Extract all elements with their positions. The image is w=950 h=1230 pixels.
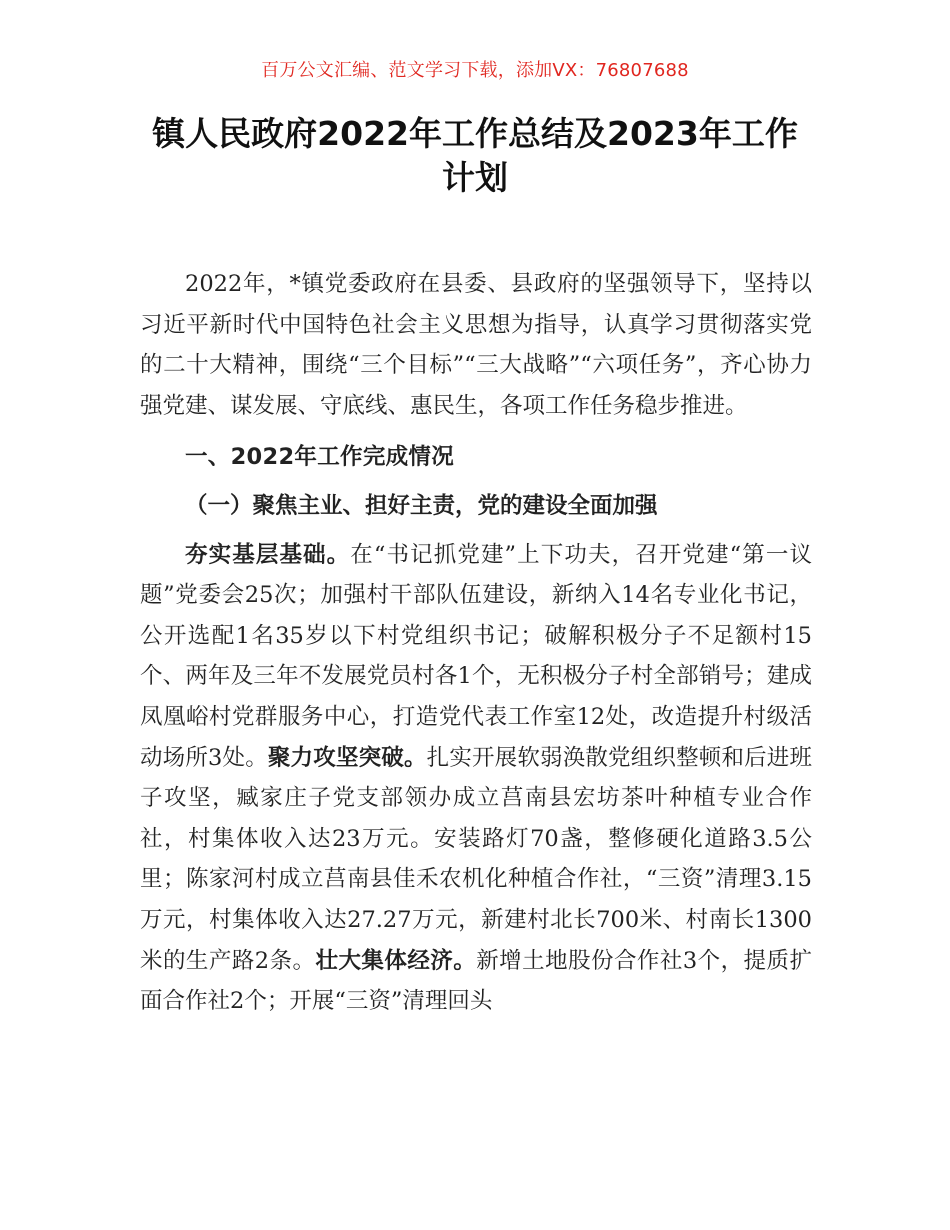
section-heading: 一、2022年工作完成情况 bbox=[185, 444, 455, 471]
foundation-text: 在“书记抓党建”上下功夫，召开党建“第一议题”党委会25次；加强村干部队伍建设，新纳入14名专业化书记，公开选配1名35岁以下村党组织书记；破解积极分子不足额村15个、两年及三年不发展党员村各1个，无积极分子村全部销号；建成凤凰峪村党群服务中心，打造党代表工作室12处，改造提升村级活动场所3处。 bbox=[140, 541, 812, 771]
document-title: 镇人民政府2022年工作总结及2023年工作计划 bbox=[152, 114, 798, 197]
party-building-paragraph bbox=[140, 535, 812, 1022]
document-body bbox=[140, 264, 812, 1022]
intro-paragraph: 2022年，*镇党委政府在县委、县政府的坚强领导下，坚持以习近平新时代中国特色社会主义思想为指导，认真学习贯彻落实党的二十大精神，围绕“三个目标”“三大战略”“六项任务”，齐心协力强党建、谋发展、守底线、惠民生，各项工作任务稳步推进。 bbox=[140, 271, 812, 419]
lead-phrase-breakthrough: 聚力攻坚突破。 bbox=[267, 744, 427, 771]
lead-phrase-collective-economy: 壮大集体经济。 bbox=[315, 947, 477, 974]
subsection-heading: （一）聚焦主业、担好主责，党的建设全面加强 bbox=[185, 492, 658, 519]
breakthrough-text: 扎实开展软弱涣散党组织整顿和后进班子攻坚，臧家庄子党支部领办成立莒南县宏坊茶叶种植专业合作社，村集体收入达23万元。安装路灯70盏，整修硬化道路3.5公里；陈家河村成立莒南县佳禾农机化种植合作社，“三资”清理3.15万元，村集体收入达27.27万元，新建村北长700米、村南长1300米的生产路2条。 bbox=[140, 744, 812, 974]
lead-phrase-foundation: 夯实基层基础。 bbox=[185, 541, 351, 568]
watermark-banner: 百万公文汇编、范文学习下载，添加VX：76807688 bbox=[261, 60, 689, 81]
collective-economy-text: 新增土地股份合作社3个，提质扩面合作社2个；开展“三资”清理回头 bbox=[140, 947, 812, 1015]
